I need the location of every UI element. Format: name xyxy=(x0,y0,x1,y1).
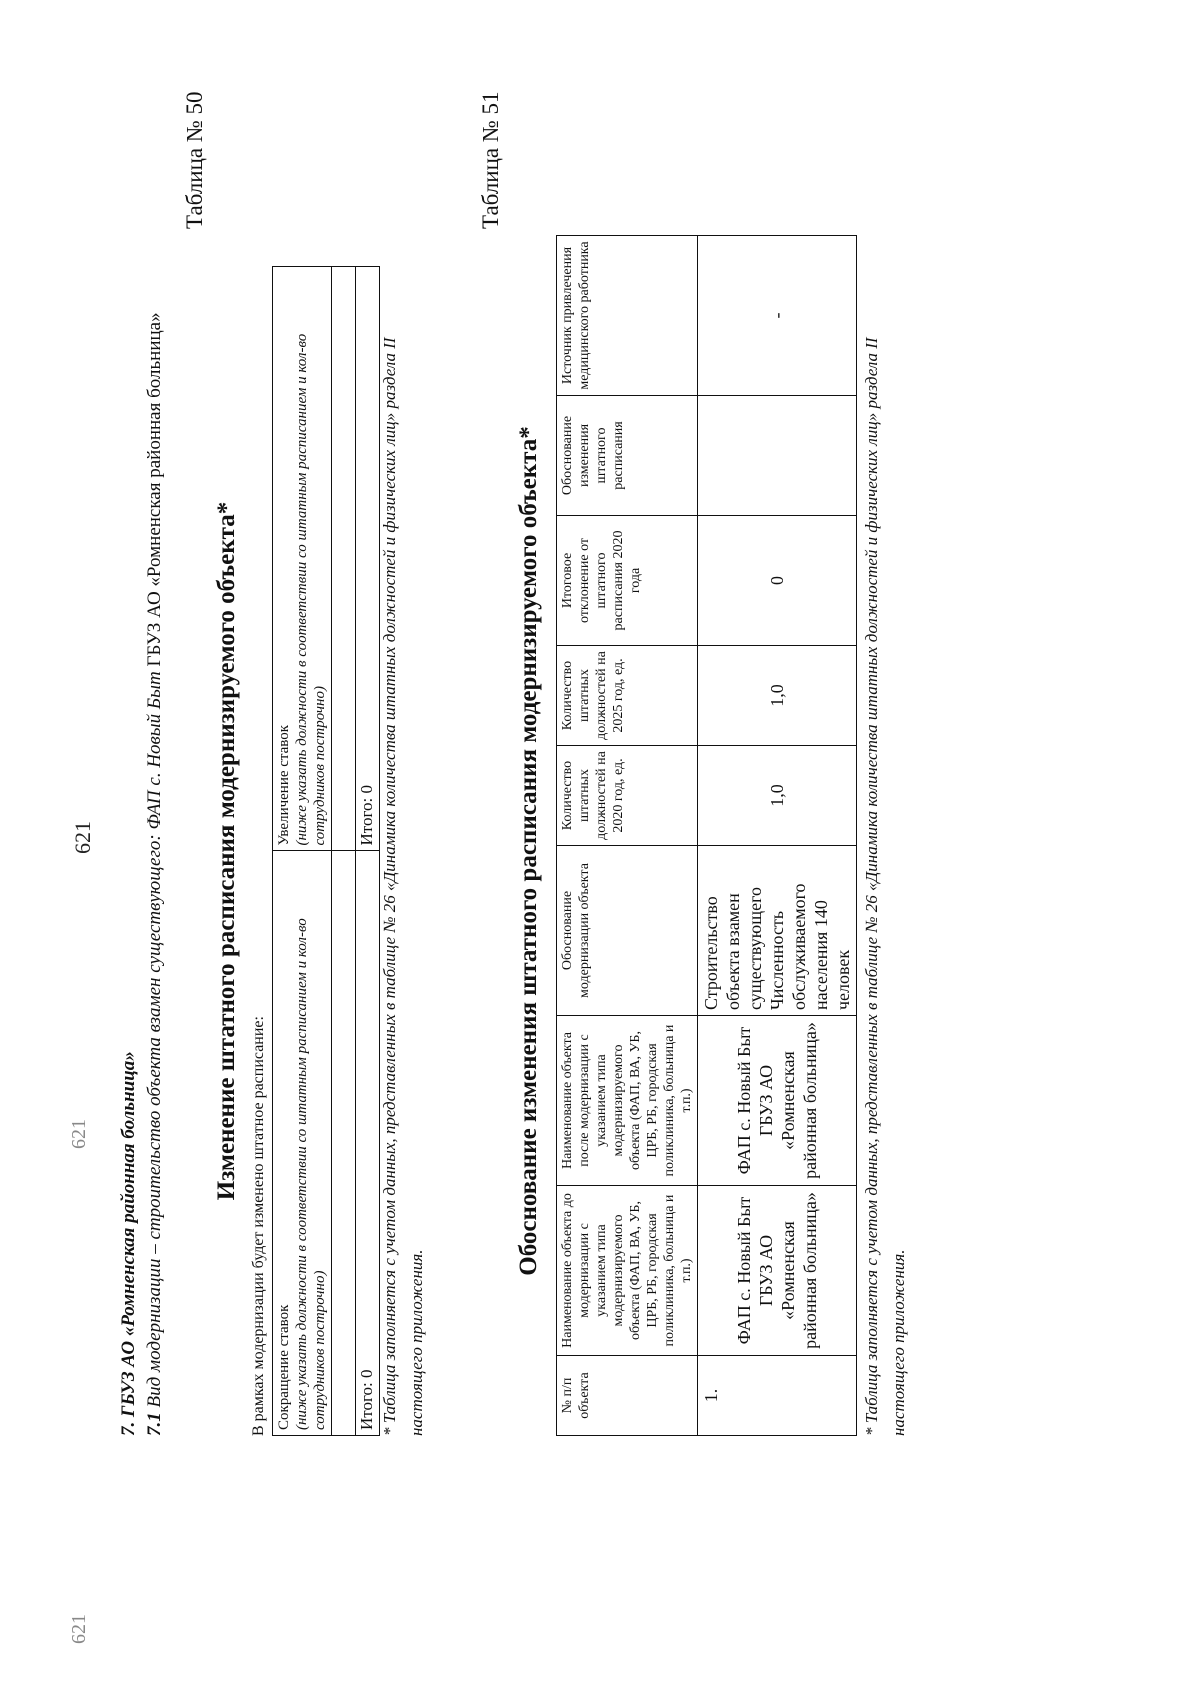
faint-page-mark: 621 xyxy=(68,1119,90,1149)
table51-cell-count-2025: 1,0 xyxy=(698,646,857,746)
table51-cell-deviation: 0 xyxy=(698,516,857,646)
table50-header-row xyxy=(273,267,332,1436)
table50-increase-label: Увеличение ставок xyxy=(276,724,292,846)
table51-cell-name-before: ФАП с. Новый Быт ГБУЗ АО «Ромненская районная больница» xyxy=(698,1186,857,1356)
table50-intro: В рамках модернизации будет изменено штатное расписание: xyxy=(250,1016,267,1436)
subsection-org: ГБУЗ АО «Ромненская районная больница» xyxy=(144,312,165,672)
table50-total-left: Итого: 0 xyxy=(356,851,380,1436)
subsection-number: 7.1 xyxy=(144,1412,165,1436)
table50-title: Изменение штатного расписания модернизируемого объекта* xyxy=(213,501,240,1201)
table51-cell-source: - xyxy=(698,236,857,396)
table51 xyxy=(556,235,857,1436)
table51-footnote: * Таблица заполняется с учетом данных, представленных в таблице № 26 «Динамика количества штатных должностей и физических лиц» раздела II настоящего приложения. xyxy=(862,337,908,1436)
table50 xyxy=(272,266,380,1436)
table51-label: Таблица № 51 xyxy=(478,91,503,229)
table51-row xyxy=(698,236,857,1436)
table50-decrease-label: Сокращение ставок xyxy=(276,1304,292,1430)
table51-title: Обоснование изменения штатного расписания модернизируемого объекта* xyxy=(515,426,542,1276)
table50-cell xyxy=(332,851,356,1436)
table51-cell-num: 1. xyxy=(698,1356,857,1436)
table51-col-justification: Обоснование изменения штатного расписания xyxy=(557,396,698,516)
table51-col-reason: Обоснование модернизации объекта xyxy=(557,846,698,1016)
table51-cell-justification xyxy=(698,396,857,516)
subsection-object: ФАП с. Новый Быт xyxy=(144,671,165,830)
table51-col-count-2020: Количество штатных должностей на 2020 год, ед. xyxy=(557,746,698,846)
table51-header-row xyxy=(557,236,698,1436)
table50-header-decrease xyxy=(273,851,332,1436)
table50-decrease-hint: (ниже указать должности в соответствии со штатным расписанием и кол-во сотрудников построчно) xyxy=(294,918,328,1430)
table50-empty-row xyxy=(332,267,356,1436)
page-number: 621 xyxy=(70,821,95,854)
table51-cell-count-2020: 1,0 xyxy=(698,746,857,846)
subsection-text: Вид модернизации – строительство объекта взамен существующего: xyxy=(144,829,165,1413)
subsection-title xyxy=(144,312,166,1436)
table51-col-name-after: Наименование объекта после модернизации с указанием типа модернизируемого объекта (ФАП, ВА, УБ, ЦРБ, РБ, городская поликлиника, больница и т.п.) xyxy=(557,1016,698,1186)
table51-col-num: № п/п объекта xyxy=(557,1356,698,1436)
faint-page-mark: 621 xyxy=(68,1614,90,1644)
table50-total-right: Итого: 0 xyxy=(356,267,380,852)
section-title: 7. ГБУЗ АО «Ромненская районная больница» xyxy=(118,1051,139,1436)
table51-cell-name-after: ФАП с. Новый Быт ГБУЗ АО «Ромненская районная больница» xyxy=(698,1016,857,1186)
table50-header-increase xyxy=(273,267,332,852)
table51-col-source: Источник привлечения медицинского работника xyxy=(557,236,698,396)
table50-cell xyxy=(332,267,356,852)
table50-increase-hint: (ниже указать должности в соответствии со штатным расписанием и кол-во сотрудников построчно) xyxy=(294,333,328,846)
table51-col-count-2025: Количество штатных должностей на 2025 год, ед. xyxy=(557,646,698,746)
table50-footnote: * Таблица заполняется с учетом данных, представленных в таблице № 26 «Динамика количества штатных должностей и физических лиц» раздела II настоящего приложения. xyxy=(380,337,426,1436)
table51-col-deviation: Итоговое отклонение от штатного расписания 2020 года xyxy=(557,516,698,646)
table50-label: Таблица № 50 xyxy=(182,91,207,229)
table51-cell-reason: Строительство объекта взамен существующего Численность обслуживаемого населения 140 человек xyxy=(698,846,857,1016)
table51-col-name-before: Наименование объекта до модернизации с указанием типа модернизируемого объекта (ФАП, ВА, УБ, ЦРБ, РБ, городская поликлиника, больница и т.п.) xyxy=(557,1186,698,1356)
